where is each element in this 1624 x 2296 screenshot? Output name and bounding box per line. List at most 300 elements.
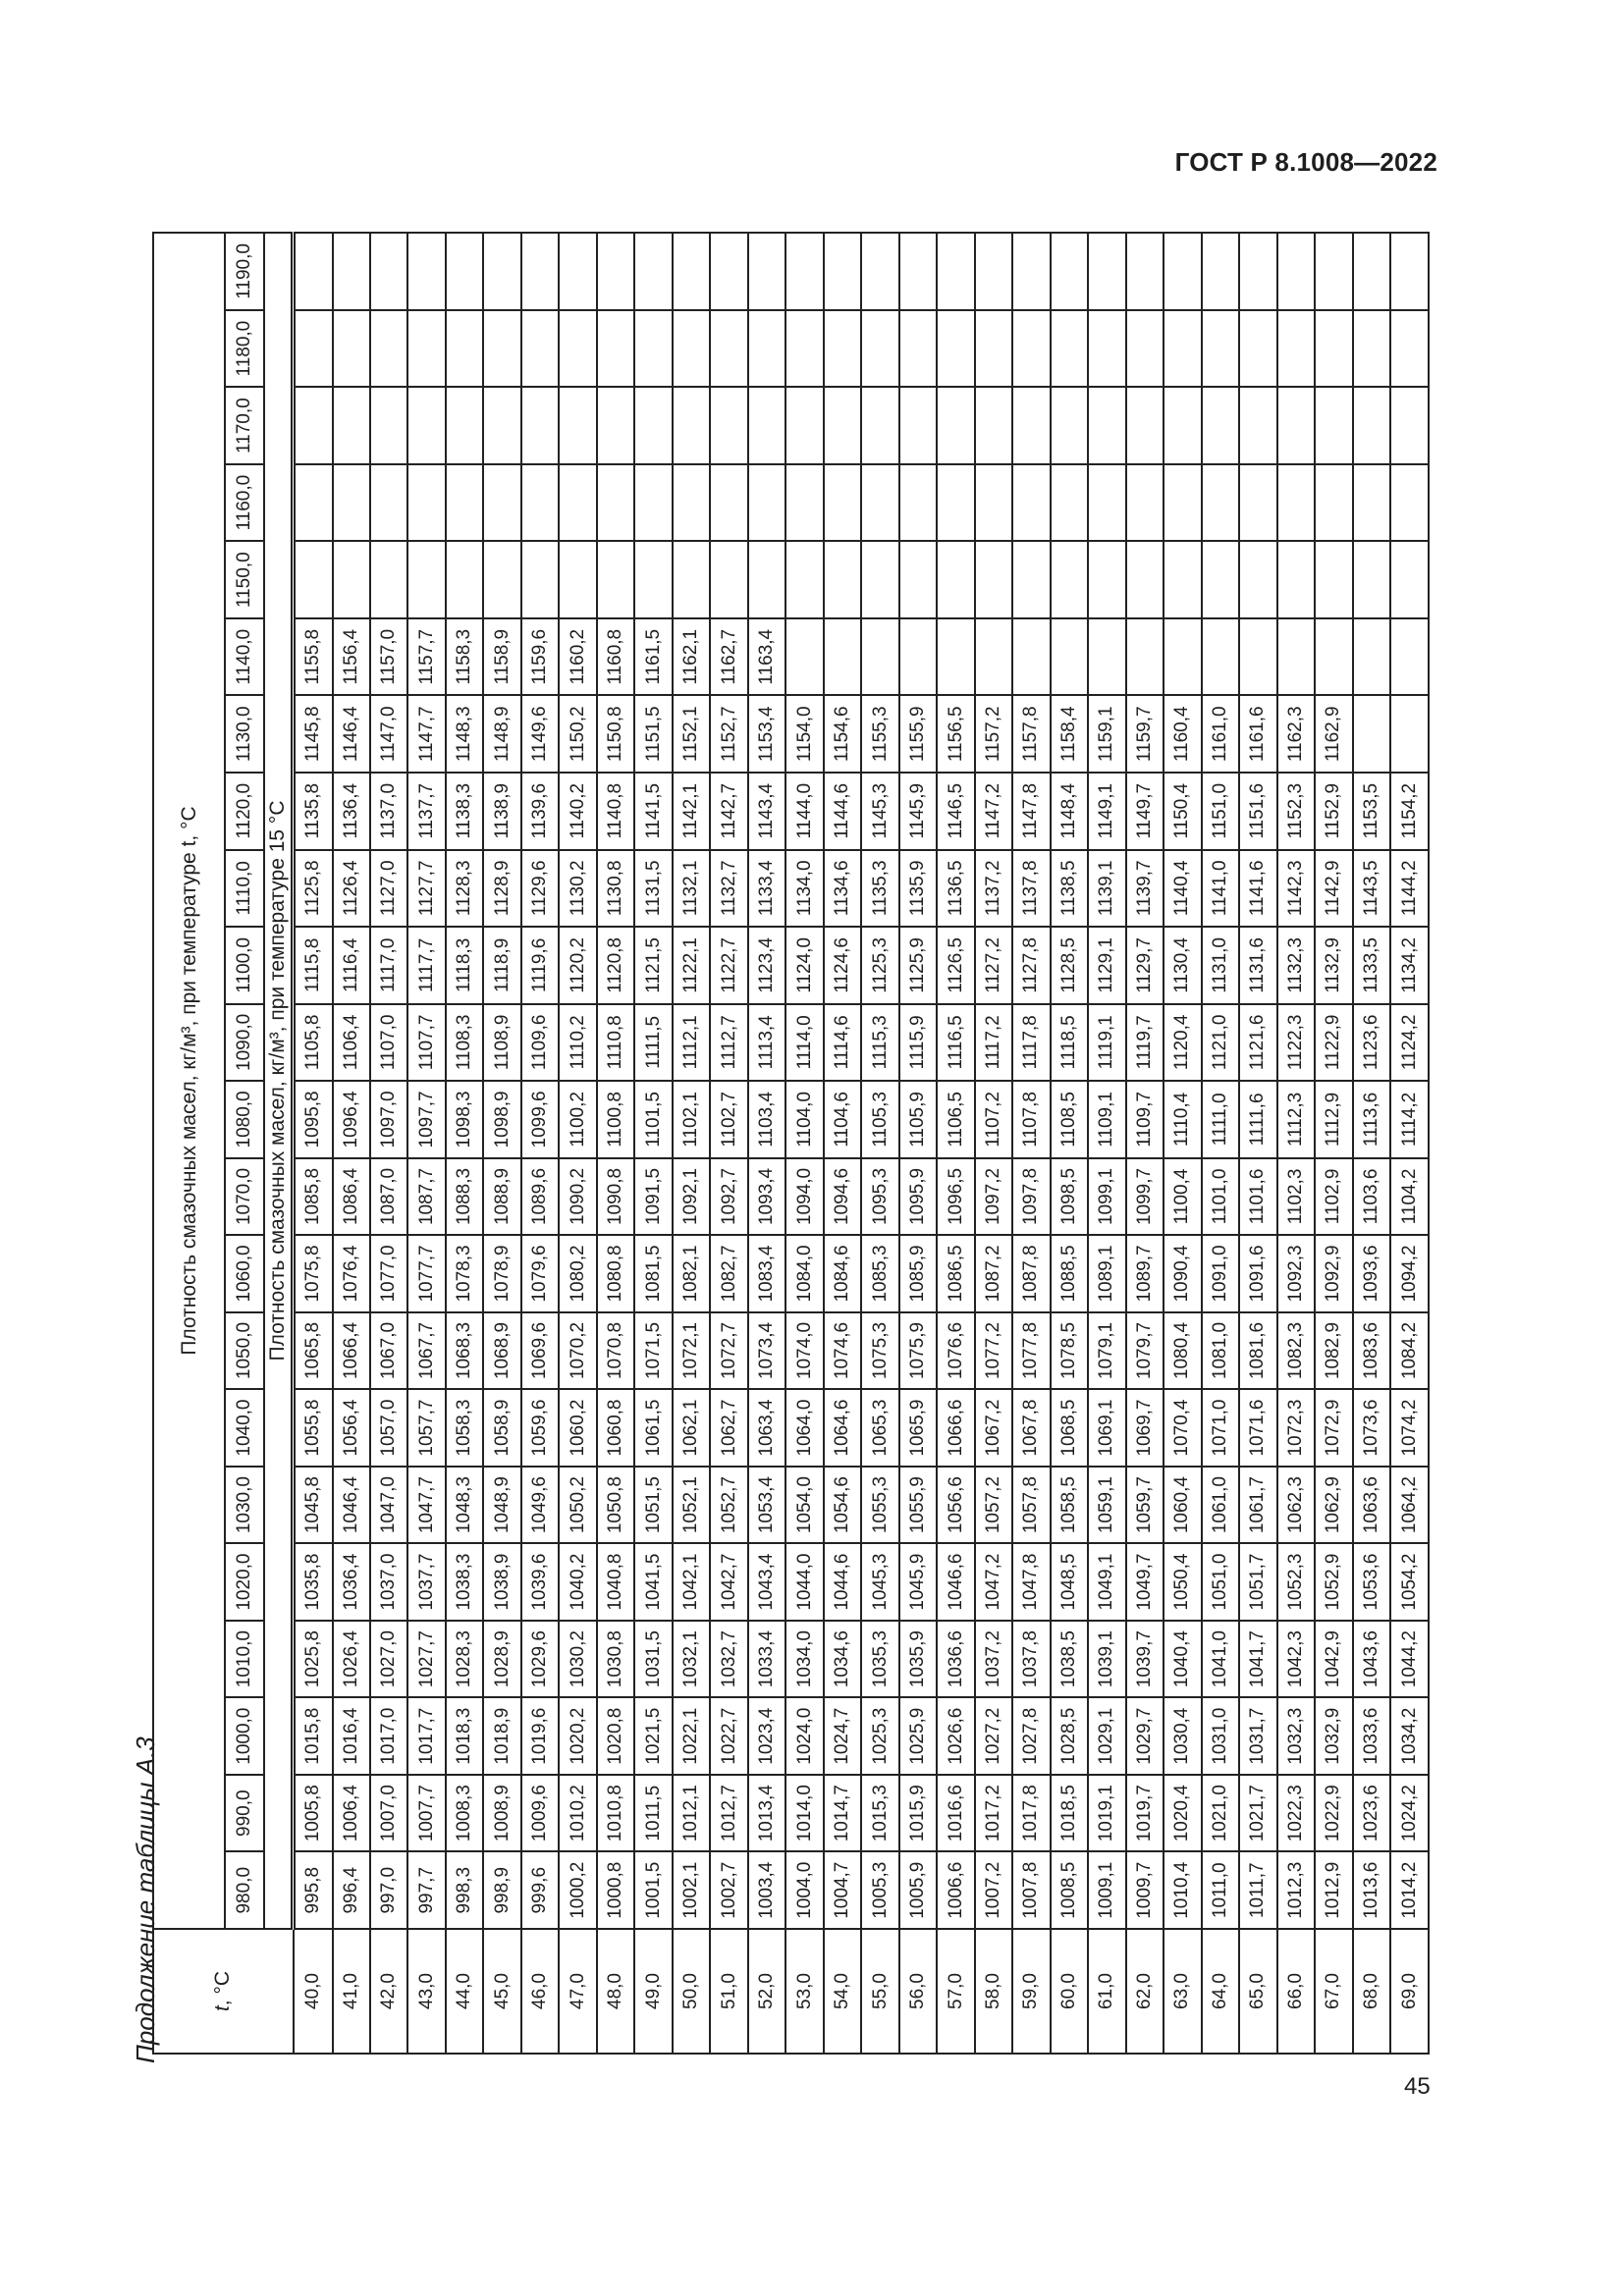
density-cell: 1021,7: [1239, 1775, 1276, 1852]
density-cell: [673, 464, 710, 542]
column-header: 1080,0: [225, 1081, 264, 1158]
density-cell: 1136,5: [937, 850, 974, 928]
density-cell: 1004,0: [785, 1851, 823, 1929]
density-cell: 1024,7: [824, 1697, 861, 1775]
density-cell: [407, 541, 445, 618]
density-cell: 1087,7: [407, 1158, 445, 1236]
density-cell: 1056,6: [937, 1467, 974, 1544]
density-cell: 1141,0: [1202, 850, 1239, 928]
density-cell: 1029,1: [1088, 1697, 1125, 1775]
density-cell: 1016,4: [333, 1697, 370, 1775]
density-cell: 1134,0: [785, 850, 823, 928]
density-cell: 1087,8: [1012, 1235, 1050, 1312]
density-cell: 1142,1: [673, 773, 710, 850]
density-cell: 1112,7: [710, 1004, 747, 1082]
density-cell: 1075,3: [861, 1312, 898, 1390]
density-cell: 1032,3: [1277, 1697, 1315, 1775]
density-cell: [1277, 618, 1315, 696]
density-cell: 1138,9: [483, 773, 520, 850]
density-cell: [899, 233, 937, 310]
density-cell: 1142,3: [1277, 850, 1315, 928]
density-cell: [1202, 387, 1239, 464]
density-cell: 1106,4: [333, 1004, 370, 1082]
density-cell: 1142,9: [1315, 850, 1352, 928]
density-cell: 1052,1: [673, 1467, 710, 1544]
density-cell: 1096,4: [333, 1081, 370, 1158]
density-cell: 1126,5: [937, 927, 974, 1004]
density-cell: 1032,7: [710, 1621, 747, 1698]
density-cell: 1062,1: [673, 1389, 710, 1467]
density-cell: 1131,5: [634, 850, 672, 928]
table-row: [483, 233, 520, 2054]
table-row: [294, 233, 333, 2054]
density-cell: 1069,7: [1126, 1389, 1164, 1467]
density-cell: 1107,7: [407, 1004, 445, 1082]
density-cell: 1090,8: [597, 1158, 634, 1236]
density-cell: 1002,1: [673, 1851, 710, 1929]
density-cell: [1164, 541, 1201, 618]
density-cell: 1112,3: [1277, 1081, 1315, 1158]
density-cell: [861, 464, 898, 542]
column-header: 1050,0: [225, 1312, 264, 1390]
density-cell: [1390, 618, 1429, 696]
density-cell: [937, 310, 974, 388]
density-cell: 1042,7: [710, 1543, 747, 1621]
density-cell: 1114,2: [1390, 1081, 1429, 1158]
density-cell: 1023,6: [1353, 1775, 1390, 1852]
density-cell: [294, 233, 333, 310]
density-cell: 1028,3: [446, 1621, 483, 1698]
density-cell: 1058,9: [483, 1389, 520, 1467]
density-cell: 1095,8: [294, 1081, 333, 1158]
density-cell: [1164, 233, 1201, 310]
density-cell: [559, 310, 596, 388]
density-cell: [1164, 464, 1201, 542]
density-cell: 1007,7: [407, 1775, 445, 1852]
density-cell: 1108,3: [446, 1004, 483, 1082]
density-cell: 1068,5: [1051, 1389, 1088, 1467]
density-cell: 1103,6: [1353, 1158, 1390, 1236]
table-row: [634, 233, 672, 2054]
density-cell: 1076,6: [937, 1312, 974, 1390]
density-cell: [1353, 310, 1390, 388]
density-cell: 1130,4: [1164, 927, 1201, 1004]
density-cell: 1125,8: [294, 850, 333, 928]
temperature-cell: 47,0: [559, 1929, 596, 2054]
density-cell: 1086,4: [333, 1158, 370, 1236]
density-cell: 1124,0: [785, 927, 823, 1004]
temperature-cell: 69,0: [1390, 1929, 1429, 2054]
density-cell: 1157,8: [1012, 696, 1050, 774]
density-cell: [483, 387, 520, 464]
density-cell: 1102,7: [710, 1081, 747, 1158]
density-cell: 1050,4: [1164, 1543, 1201, 1621]
density-cell: 1008,9: [483, 1775, 520, 1852]
density-cell: 1157,2: [975, 696, 1012, 774]
density-cell: 1037,2: [975, 1621, 1012, 1698]
density-cell: 1030,8: [597, 1621, 634, 1698]
density-cell: [1390, 387, 1429, 464]
density-cell: 1038,3: [446, 1543, 483, 1621]
density-cell: 1109,1: [1088, 1081, 1125, 1158]
density-cell: [975, 387, 1012, 464]
temperature-cell: 64,0: [1202, 1929, 1239, 2054]
density-cell: [1353, 541, 1390, 618]
density-cell: 1023,4: [748, 1697, 785, 1775]
density-cell: [446, 464, 483, 542]
density-cell: 1034,6: [824, 1621, 861, 1698]
density-cell: 1149,6: [521, 696, 559, 774]
density-cell: 1137,2: [975, 850, 1012, 928]
density-cell: 1105,3: [861, 1081, 898, 1158]
density-cell: [333, 541, 370, 618]
density-cell: 1031,0: [1202, 1697, 1239, 1775]
density-cell: [446, 387, 483, 464]
temperature-cell: 62,0: [1126, 1929, 1164, 2054]
density-cell: 1062,7: [710, 1389, 747, 1467]
temperature-cell: 40,0: [294, 1929, 333, 2054]
column-header: 1030,0: [225, 1467, 264, 1544]
density-cell: 1014,2: [1390, 1851, 1429, 1929]
density-cell: 1048,9: [483, 1467, 520, 1544]
density-cell: 1094,6: [824, 1158, 861, 1236]
density-cell: 1158,4: [1051, 696, 1088, 774]
density-cell: 1115,8: [294, 927, 333, 1004]
density-cell: 1096,5: [937, 1158, 974, 1236]
density-cell: 1125,9: [899, 927, 937, 1004]
column-header-row: [225, 233, 264, 2054]
density-cell: 999,6: [521, 1851, 559, 1929]
density-cell: 1072,9: [1315, 1389, 1352, 1467]
density-cell: [1353, 464, 1390, 542]
density-cell: 1010,2: [559, 1775, 596, 1852]
density-cell: [1126, 464, 1164, 542]
density-cell: [1126, 618, 1164, 696]
density-cell: 1160,4: [1164, 696, 1201, 774]
density-cell: [1088, 233, 1125, 310]
column-header: 1070,0: [225, 1158, 264, 1236]
density-cell: 1102,3: [1277, 1158, 1315, 1236]
column-header: 1060,0: [225, 1235, 264, 1312]
table-row: [937, 233, 974, 2054]
density-cell: 1027,7: [407, 1621, 445, 1698]
density-cell: 1012,9: [1315, 1851, 1352, 1929]
density-cell: [1390, 696, 1429, 774]
density-cell: [1126, 233, 1164, 310]
temperature-cell: 60,0: [1051, 1929, 1088, 2054]
density-cell: 1053,4: [748, 1467, 785, 1544]
density-cell: 1141,6: [1239, 850, 1276, 928]
density-cell: 1161,0: [1202, 696, 1239, 774]
density-cell: 1071,5: [634, 1312, 672, 1390]
density-cell: 1037,7: [407, 1543, 445, 1621]
density-cell: 1102,9: [1315, 1158, 1352, 1236]
density-cell: 1014,7: [824, 1775, 861, 1852]
density-cell: 1036,4: [333, 1543, 370, 1621]
density-cell: 1125,3: [861, 927, 898, 1004]
density-cell: 1017,0: [370, 1697, 407, 1775]
density-cell: 1031,7: [1239, 1697, 1276, 1775]
density-cell: [370, 233, 407, 310]
density-cell: 1064,6: [824, 1389, 861, 1467]
density-cell: 1053,6: [1353, 1543, 1390, 1621]
density-cell: [634, 387, 672, 464]
density-cell: 1075,8: [294, 1235, 333, 1312]
density-cell: 1060,8: [597, 1389, 634, 1467]
column-header: 1110,0: [225, 850, 264, 928]
density-cell: 1117,0: [370, 927, 407, 1004]
density-cell: [824, 541, 861, 618]
temperature-cell: 61,0: [1088, 1929, 1125, 2054]
density-cell: [1012, 541, 1050, 618]
density-cell: 1088,9: [483, 1158, 520, 1236]
density-cell: 1111,0: [1202, 1081, 1239, 1158]
table-row: [1239, 233, 1276, 2054]
column-header: 1020,0: [225, 1543, 264, 1621]
table-body: [294, 233, 1430, 2054]
density-cell: [824, 618, 861, 696]
table-row: [1051, 233, 1088, 2054]
density-cell: 1151,0: [1202, 773, 1239, 850]
density-cell: 1152,1: [673, 696, 710, 774]
temperature-cell: 54,0: [824, 1929, 861, 2054]
density-cell: 1009,6: [521, 1775, 559, 1852]
density-cell: [748, 387, 785, 464]
density-cell: [861, 233, 898, 310]
density-cell: 1071,0: [1202, 1389, 1239, 1467]
density-cell: 1080,4: [1164, 1312, 1201, 1390]
density-cell: 1002,7: [710, 1851, 747, 1929]
density-cell: 1063,4: [748, 1389, 785, 1467]
density-cell: 1091,6: [1239, 1235, 1276, 1312]
density-cell: [483, 464, 520, 542]
density-cell: [1353, 618, 1390, 696]
density-cell: [1051, 233, 1088, 310]
density-cell: 1000,2: [559, 1851, 596, 1929]
density-cell: 1045,9: [899, 1543, 937, 1621]
density-cell: [597, 310, 634, 388]
density-cell: 1029,7: [1126, 1697, 1164, 1775]
density-cell: [824, 310, 861, 388]
density-cell: 1143,4: [748, 773, 785, 850]
density-cell: 1149,7: [1126, 773, 1164, 850]
density-cell: 1077,0: [370, 1235, 407, 1312]
density-cell: 1078,5: [1051, 1312, 1088, 1390]
density-cell: 1136,4: [333, 773, 370, 850]
table-title-top: Плотность смазочных масел, кг/м³, при температуре t, °C: [153, 233, 225, 1929]
column-header: 1000,0: [225, 1697, 264, 1775]
density-cell: 1089,6: [521, 1158, 559, 1236]
density-cell: [294, 310, 333, 388]
density-cell: 1163,4: [748, 618, 785, 696]
density-cell: [710, 541, 747, 618]
density-cell: 1085,8: [294, 1158, 333, 1236]
density-cell: 1027,0: [370, 1621, 407, 1698]
temperature-cell: 67,0: [1315, 1929, 1352, 2054]
density-cell: 1022,3: [1277, 1775, 1315, 1852]
density-cell: [559, 233, 596, 310]
density-cell: 1047,0: [370, 1467, 407, 1544]
density-cell: 1156,4: [333, 618, 370, 696]
density-cell: 1030,2: [559, 1621, 596, 1698]
table-row: [333, 233, 370, 2054]
density-cell: [1315, 233, 1352, 310]
density-cell: 1028,9: [483, 1621, 520, 1698]
density-cell: 1010,8: [597, 1775, 634, 1852]
column-header: 1140,0: [225, 618, 264, 696]
density-cell: 1116,5: [937, 1004, 974, 1082]
table-row: [861, 233, 898, 2054]
density-cell: [937, 387, 974, 464]
density-cell: 1009,1: [1088, 1851, 1125, 1929]
density-cell: 1140,4: [1164, 850, 1201, 928]
density-cell: 1147,8: [1012, 773, 1050, 850]
density-cell: [634, 233, 672, 310]
density-cell: 1077,7: [407, 1235, 445, 1312]
density-cell: [483, 541, 520, 618]
density-cell: [1088, 464, 1125, 542]
column-header: 1090,0: [225, 1004, 264, 1082]
density-cell: 1025,3: [861, 1697, 898, 1775]
density-cell: [1277, 541, 1315, 618]
density-cell: 1052,3: [1277, 1543, 1315, 1621]
density-cell: [673, 233, 710, 310]
density-cell: 1067,0: [370, 1312, 407, 1390]
density-cell: [1202, 464, 1239, 542]
density-cell: 1047,8: [1012, 1543, 1050, 1621]
density-cell: 1103,4: [748, 1081, 785, 1158]
density-cell: 1014,0: [785, 1775, 823, 1852]
density-cell: 1050,2: [559, 1467, 596, 1544]
density-cell: 1131,6: [1239, 927, 1276, 1004]
page-number: 45: [1404, 2073, 1431, 2100]
density-cell: 1144,6: [824, 773, 861, 850]
density-cell: 1044,6: [824, 1543, 861, 1621]
density-cell: 1092,3: [1277, 1235, 1315, 1312]
density-cell: [1239, 464, 1276, 542]
density-cell: 1161,6: [1239, 696, 1276, 774]
density-cell: 1157,7: [407, 618, 445, 696]
density-cell: [1051, 541, 1088, 618]
density-cell: 1083,4: [748, 1235, 785, 1312]
density-cell: 1155,3: [861, 696, 898, 774]
density-cell: 1016,6: [937, 1775, 974, 1852]
density-cell: 1056,4: [333, 1389, 370, 1467]
density-cell: 1019,7: [1126, 1775, 1164, 1852]
density-cell: [597, 387, 634, 464]
temperature-cell: 63,0: [1164, 1929, 1201, 2054]
column-header: 1150,0: [225, 541, 264, 618]
density-cell: [294, 387, 333, 464]
density-cell: 1034,2: [1390, 1697, 1429, 1775]
density-cell: 1122,9: [1315, 1004, 1352, 1082]
density-cell: 1044,0: [785, 1543, 823, 1621]
density-cell: 1095,9: [899, 1158, 937, 1236]
density-cell: [975, 464, 1012, 542]
density-cell: [370, 464, 407, 542]
density-cell: 1127,8: [1012, 927, 1050, 1004]
density-cell: [597, 541, 634, 618]
density-cell: [1390, 464, 1429, 542]
density-cell: 1159,7: [1126, 696, 1164, 774]
density-cell: 1017,8: [1012, 1775, 1050, 1852]
density-cell: [785, 464, 823, 542]
density-cell: 1029,6: [521, 1621, 559, 1698]
density-cell: 1139,6: [521, 773, 559, 850]
density-cell: 1098,9: [483, 1081, 520, 1158]
density-cell: [861, 618, 898, 696]
density-cell: 1159,1: [1088, 696, 1125, 774]
density-cell: 1024,0: [785, 1697, 823, 1775]
table-row: [407, 233, 445, 2054]
density-cell: 1101,6: [1239, 1158, 1276, 1236]
density-cell: 1042,3: [1277, 1621, 1315, 1698]
density-cell: 1130,8: [597, 850, 634, 928]
density-cell: [634, 464, 672, 542]
density-cell: 1102,1: [673, 1081, 710, 1158]
density-cell: 1069,6: [521, 1312, 559, 1390]
density-cell: 1066,6: [937, 1389, 974, 1467]
density-cell: 1160,8: [597, 618, 634, 696]
density-cell: 1054,0: [785, 1467, 823, 1544]
density-cell: 1082,9: [1315, 1312, 1352, 1390]
density-cell: 1033,4: [748, 1621, 785, 1698]
density-cell: 1116,4: [333, 927, 370, 1004]
density-cell: 1040,4: [1164, 1621, 1201, 1698]
density-cell: 1082,1: [673, 1235, 710, 1312]
density-cell: 1065,3: [861, 1389, 898, 1467]
density-cell: [521, 464, 559, 542]
density-cell: [1051, 310, 1088, 388]
density-cell: 1118,5: [1051, 1004, 1088, 1082]
density-cell: 1113,6: [1353, 1081, 1390, 1158]
density-cell: 1025,9: [899, 1697, 937, 1775]
density-cell: 1094,2: [1390, 1235, 1429, 1312]
density-cell: 1084,2: [1390, 1312, 1429, 1390]
density-cell: 1044,2: [1390, 1621, 1429, 1698]
temperature-cell: 49,0: [634, 1929, 672, 2054]
density-cell: [1202, 541, 1239, 618]
table-row: [785, 233, 823, 2054]
density-cell: 1100,8: [597, 1081, 634, 1158]
density-cell: 1012,1: [673, 1775, 710, 1852]
density-cell: 1081,5: [634, 1235, 672, 1312]
table-row: [710, 233, 747, 2054]
density-cell: 1057,8: [1012, 1467, 1050, 1544]
table-row: [824, 233, 861, 2054]
temperature-cell: 45,0: [483, 1929, 520, 2054]
density-cell: 1085,3: [861, 1235, 898, 1312]
density-cell: 1005,3: [861, 1851, 898, 1929]
density-cell: [748, 464, 785, 542]
density-cell: 1042,9: [1315, 1621, 1352, 1698]
density-cell: 1097,0: [370, 1081, 407, 1158]
density-cell: 1160,2: [559, 618, 596, 696]
density-cell: [1012, 618, 1050, 696]
density-cell: 1060,4: [1164, 1467, 1201, 1544]
density-cell: 1041,5: [634, 1543, 672, 1621]
density-cell: 1026,4: [333, 1621, 370, 1698]
density-cell: 1074,0: [785, 1312, 823, 1390]
density-cell: 1104,2: [1390, 1158, 1429, 1236]
density-cell: 1022,1: [673, 1697, 710, 1775]
density-cell: 1122,3: [1277, 1004, 1315, 1082]
temperature-cell: 65,0: [1239, 1929, 1276, 2054]
density-cell: 1159,6: [521, 618, 559, 696]
density-cell: [1315, 387, 1352, 464]
density-cell: 1161,5: [634, 618, 672, 696]
density-cell: [748, 310, 785, 388]
